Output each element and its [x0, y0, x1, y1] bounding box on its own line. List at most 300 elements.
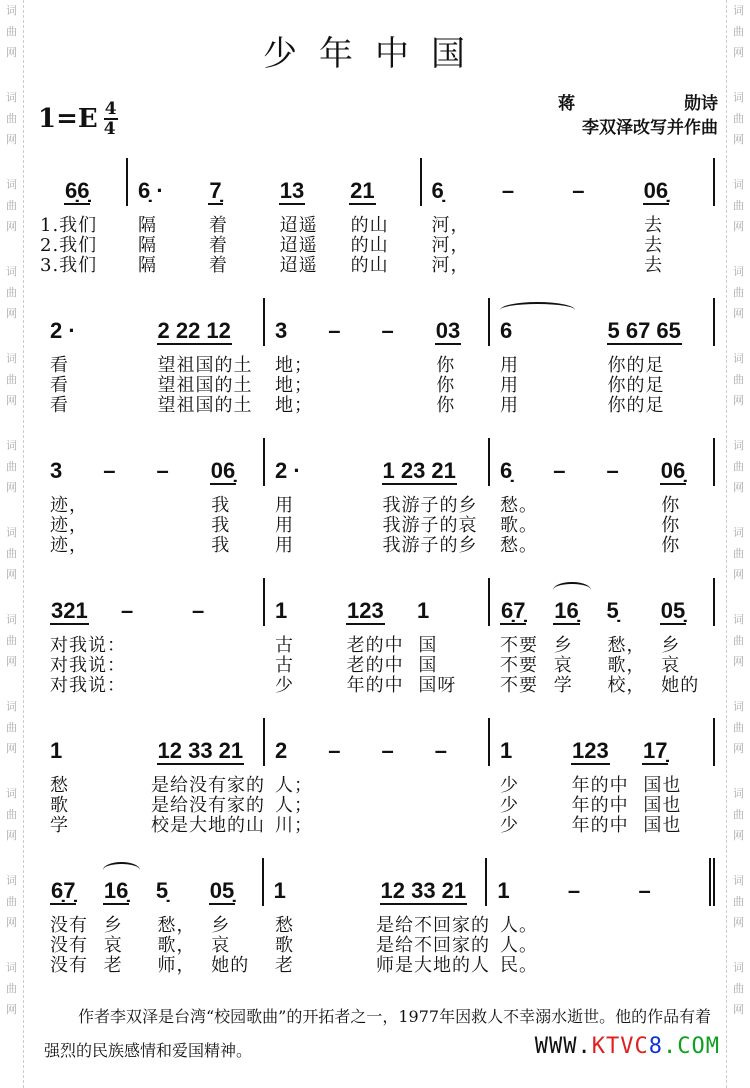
lyric-text	[643, 916, 715, 936]
watermark-char: 词	[6, 613, 17, 626]
lyric-text: 少	[275, 675, 294, 696]
lyric-text: 你	[661, 495, 681, 516]
lyric-text: 你的足	[607, 395, 665, 416]
score	[40, 162, 715, 1002]
note-text: 1	[275, 598, 288, 623]
lyric-measure	[40, 236, 128, 256]
watermark-char: 词	[6, 352, 17, 365]
lyric-text: 是给不回家的	[376, 935, 490, 956]
note-group	[643, 178, 713, 206]
watermark-char: 曲	[733, 895, 744, 908]
lyric-text	[572, 916, 644, 936]
lyric-measure	[265, 496, 490, 516]
lyric-text	[573, 256, 644, 276]
note-text: 16̣	[103, 878, 129, 903]
note-group	[553, 458, 606, 486]
note-group	[500, 598, 553, 626]
lyric-measure	[265, 676, 490, 696]
note-text: –	[121, 598, 134, 623]
watermark-left	[0, 0, 24, 1088]
measure	[265, 438, 490, 486]
watermark-char: 曲	[6, 895, 17, 908]
lyric-text	[573, 236, 644, 256]
measure	[40, 438, 265, 486]
lyric-line-verse-3	[40, 256, 715, 276]
lyric-text	[329, 796, 383, 816]
site-ktv: KTV	[591, 1034, 635, 1059]
watermark-char: 词	[733, 4, 744, 17]
note-text: –	[434, 738, 447, 763]
lyric-measure	[40, 956, 265, 976]
note-group	[274, 878, 380, 906]
music-system	[40, 302, 715, 442]
measure	[40, 718, 265, 766]
lyric-text: 河，	[431, 215, 470, 236]
music-system	[40, 162, 715, 302]
note-group	[275, 458, 382, 486]
lyric-measure	[265, 376, 490, 396]
watermark-char: 曲	[733, 25, 744, 38]
lyric-text: 去	[644, 255, 664, 276]
measure	[490, 578, 715, 626]
lyric-text: 愁	[275, 915, 294, 936]
lyric-measure	[422, 236, 716, 256]
watermark-char: 曲	[6, 721, 17, 734]
lyric-text: 你	[436, 395, 456, 416]
note-text: 2 ·	[50, 318, 76, 343]
lyric-measure	[40, 216, 128, 236]
lyric-text: 看	[50, 395, 69, 416]
note-text: 6̣ ·	[138, 178, 164, 203]
watermark-group	[733, 696, 744, 759]
lyric-text	[329, 376, 383, 396]
lyric-text: 国也	[643, 795, 682, 816]
notes-row	[40, 862, 715, 916]
lyric-text: 少	[500, 815, 519, 836]
lyric-measure	[490, 776, 715, 796]
lyric-text: 人。	[500, 935, 538, 956]
note-text: 5̣	[606, 598, 619, 623]
watermark-char: 网	[6, 394, 17, 407]
measure	[40, 858, 264, 906]
lyric-measure	[265, 776, 490, 796]
watermark-char: 词	[733, 613, 744, 626]
measure	[490, 298, 715, 346]
lyric-text: 年的中	[571, 775, 629, 796]
note-text: 6̣6̣	[65, 178, 90, 203]
watermark-char: 曲	[6, 982, 17, 995]
note-text: 6	[500, 318, 513, 343]
lyric-measure	[40, 516, 265, 536]
lyric-line-verse-1	[40, 776, 715, 796]
song-title: 少年中国	[263, 34, 487, 74]
watermark-group	[733, 870, 744, 933]
note-group	[660, 458, 713, 486]
lyric-measure	[40, 776, 265, 796]
key-label: 1=E	[38, 104, 98, 134]
lyric-measure	[40, 396, 265, 416]
lyric-measure	[490, 396, 715, 416]
note-group	[275, 598, 346, 626]
lyric-text	[104, 536, 158, 556]
note-text: –	[381, 738, 394, 763]
footnote: 作者李双泽是台湾“校园歌曲”的开拓者之一，1977年因救人不幸溺水逝世。他的作品有着强烈的民族感情和爱国精神。	[44, 1007, 712, 1060]
watermark-group	[6, 435, 17, 498]
lyric-text: 校，	[607, 675, 646, 696]
lyric-text	[126, 636, 196, 656]
lyric-text: 愁。	[500, 495, 538, 516]
note-group	[50, 878, 103, 906]
lyric-measure	[265, 796, 490, 816]
lyric-text	[573, 216, 644, 236]
note-text: 05̣	[209, 878, 235, 903]
watermark-group	[733, 261, 744, 324]
watermark-char: 网	[733, 916, 744, 929]
note-group	[64, 178, 126, 206]
lyric-text: 没有	[50, 915, 88, 936]
watermark-char: 网	[733, 46, 744, 59]
lyric-text	[502, 236, 573, 256]
note-group	[50, 458, 103, 486]
note-group	[349, 178, 419, 206]
lyric-text: 少	[500, 775, 519, 796]
lyric-text: 她的	[211, 955, 250, 976]
watermark-group	[6, 870, 17, 933]
lyric-text: 乡	[103, 915, 123, 936]
lyric-measure	[265, 396, 490, 416]
lyric-text: 迢遥	[279, 215, 318, 236]
lyric-text	[572, 936, 644, 956]
measure	[490, 438, 715, 486]
lyric-text: 不要	[500, 635, 538, 656]
note-group	[328, 318, 381, 346]
lyric-measure	[490, 956, 715, 976]
note-text: 5̣	[155, 878, 169, 903]
note-group	[568, 878, 639, 906]
lyric-text	[158, 536, 212, 556]
lyric-text: 歌。	[500, 515, 538, 536]
lyric-text: 国也	[643, 815, 682, 836]
note-text: 2 ·	[275, 458, 301, 483]
lyric-text: 的山	[350, 215, 389, 236]
lyric-measure	[490, 536, 715, 556]
lyric-text: 学	[553, 675, 573, 696]
lyric-text: 迹，	[50, 515, 88, 536]
lyric-text: 年的中	[571, 795, 629, 816]
watermark-char: 曲	[6, 286, 17, 299]
lyric-text: 望祖国的土	[157, 395, 253, 416]
lyric-text	[196, 636, 266, 656]
note-text: 13	[279, 178, 305, 203]
lyric-text: 隔	[138, 235, 157, 256]
lyric-text: 你	[436, 375, 456, 396]
poet-surname: 蒋	[558, 94, 575, 114]
note-text: 6̣	[500, 458, 513, 483]
lyric-text: 国也	[643, 775, 682, 796]
lyric-text: 年的中	[346, 675, 404, 696]
watermark-char: 网	[733, 655, 744, 668]
lyric-measure	[128, 236, 422, 256]
lyric-measure	[128, 216, 422, 236]
lyric-line-verse-3	[40, 956, 715, 976]
site-www: WWW.	[534, 1034, 592, 1059]
lyric-text: 对我说：	[50, 635, 126, 656]
lyric-measure	[265, 956, 490, 976]
note-group	[275, 738, 328, 766]
note-text: 7̣	[209, 178, 222, 203]
lyric-text: 着	[208, 255, 228, 276]
lyric-text: 老的中	[346, 635, 404, 656]
watermark-char: 网	[6, 133, 17, 146]
lyric-text: 歌，	[157, 935, 196, 956]
lyric-text: 师，	[157, 955, 196, 976]
watermark-group	[6, 957, 17, 1020]
note-text: –	[328, 318, 341, 343]
lyric-text: 迢遥	[279, 255, 318, 276]
lyric-measure	[265, 816, 490, 836]
lyric-text: 川；	[275, 815, 313, 836]
watermark-group	[733, 87, 744, 150]
lyric-text	[608, 516, 662, 536]
lyric-measure	[265, 656, 490, 676]
lyric-line-verse-2	[40, 796, 715, 816]
lyric-text: 哀	[211, 935, 231, 956]
lyric-text	[126, 656, 196, 676]
lyric-measure	[490, 656, 715, 676]
lyric-text: 愁，	[607, 635, 646, 656]
lyric-text: 用	[275, 535, 294, 556]
lyric-text: 你的足	[607, 355, 665, 376]
note-text: 12 33 21	[380, 878, 467, 903]
lyric-text	[383, 356, 437, 376]
lyric-measure	[490, 376, 715, 396]
note-group	[553, 598, 606, 626]
note-text: –	[567, 878, 581, 903]
lyric-text	[383, 776, 437, 796]
site-logo	[535, 1034, 720, 1059]
watermark-char: 网	[733, 481, 744, 494]
note-group	[417, 598, 488, 626]
note-text: 05̣	[660, 598, 686, 623]
lyric-text: 人；	[275, 775, 313, 796]
watermark-group	[6, 174, 17, 237]
lyric-text	[196, 656, 266, 676]
note-text: 17̣	[643, 738, 668, 763]
note-group	[382, 738, 435, 766]
note-text: 123	[572, 738, 609, 763]
lyric-text: 老的中	[346, 655, 404, 676]
note-text: –	[638, 878, 651, 903]
lyric-text: 的山	[350, 235, 389, 256]
note-text: 1	[497, 878, 510, 903]
watermark-char: 词	[6, 787, 17, 800]
time-top: 4	[104, 99, 117, 119]
lyric-text: 是给没有家的	[151, 775, 265, 796]
note-group	[382, 318, 435, 346]
note-text: 3	[50, 458, 63, 483]
notes-row	[40, 162, 715, 216]
lyric-text: 民。	[500, 955, 538, 976]
note-group	[572, 178, 642, 206]
lyric-text: 哀	[661, 655, 681, 676]
note-text: 321	[51, 598, 88, 623]
watermark-char: 网	[6, 1003, 17, 1016]
note-group	[638, 878, 709, 906]
watermark-char: 网	[733, 742, 744, 755]
watermark-group	[6, 522, 17, 585]
lyric-text: 隔	[138, 255, 157, 276]
lyric-text	[383, 376, 437, 396]
lyric-text: 对我说：	[50, 675, 126, 696]
lyric-text	[436, 816, 490, 836]
watermark-char: 曲	[733, 634, 744, 647]
time-signature	[104, 100, 118, 138]
lyric-text: 是给没有家的	[151, 795, 265, 816]
lyric-measure	[422, 256, 716, 276]
watermark-char: 网	[6, 481, 17, 494]
watermark-char: 网	[733, 307, 744, 320]
lyric-text: 古	[275, 635, 294, 656]
lyric-text: 地；	[275, 375, 313, 396]
composer: 李双泽改写并作曲	[582, 118, 718, 138]
note-group	[607, 598, 660, 626]
note-text: –	[192, 598, 205, 623]
lyric-line-verse-2	[40, 936, 715, 956]
measure	[128, 158, 422, 206]
measure	[265, 578, 490, 626]
lyric-text: 用	[500, 375, 519, 396]
note-group	[435, 318, 488, 346]
lyric-text	[158, 516, 212, 536]
watermark-char: 网	[733, 568, 744, 581]
watermark-group	[733, 174, 744, 237]
watermark-char: 曲	[6, 808, 17, 821]
lyric-text	[329, 396, 383, 416]
lyric-text: 乡	[553, 635, 573, 656]
lyric-text: 学	[50, 815, 69, 836]
watermark-char: 网	[6, 568, 17, 581]
lyric-text: 校是大地的山	[151, 815, 265, 836]
lyric-text: 我	[211, 495, 231, 516]
lyric-measure	[40, 916, 265, 936]
lyric-text: 去	[644, 235, 664, 256]
watermark-group	[733, 522, 744, 585]
music-system	[40, 442, 715, 582]
lyric-text: 她的	[661, 675, 700, 696]
watermark-char: 词	[6, 961, 17, 974]
lyric-text: 用	[500, 355, 519, 376]
lyric-text	[643, 956, 715, 976]
note-text: 6̣	[431, 178, 444, 203]
lyric-line-verse-3	[40, 536, 715, 556]
note-text: 1	[500, 738, 513, 763]
measure	[40, 158, 128, 206]
note-text: –	[501, 178, 515, 203]
note-group	[103, 878, 156, 906]
note-group	[50, 598, 121, 626]
lyric-text	[329, 816, 383, 836]
measure	[487, 858, 715, 906]
note-text: –	[553, 458, 566, 483]
note-group	[210, 458, 263, 486]
note-text: 21	[350, 178, 375, 203]
note-group	[500, 738, 571, 766]
watermark-char: 网	[6, 916, 17, 929]
watermark-char: 网	[6, 46, 17, 59]
lyric-text: 着	[208, 235, 228, 256]
lyric-line-verse-2	[40, 236, 715, 256]
measure	[490, 718, 715, 766]
note-group	[208, 178, 278, 206]
lyric-text: 歌	[50, 795, 69, 816]
watermark-char: 网	[733, 829, 744, 842]
lyric-text: 国	[418, 655, 438, 676]
lyric-line-verse-2	[40, 516, 715, 536]
measure	[40, 578, 265, 626]
watermark-group	[733, 609, 744, 672]
lyric-text: 哀	[553, 655, 573, 676]
lyric-text: 你	[436, 355, 456, 376]
lyric-line-verse-1	[40, 356, 715, 376]
lyric-text	[126, 676, 196, 696]
watermark-char: 词	[6, 265, 17, 278]
watermark-char: 网	[6, 829, 17, 842]
lyric-text: 3.我们	[40, 255, 98, 276]
watermark-char: 词	[733, 178, 744, 191]
watermark-char: 曲	[6, 634, 17, 647]
watermark-char: 词	[6, 178, 17, 191]
lyric-text: 望祖国的土	[157, 355, 253, 376]
watermark-char: 词	[733, 961, 744, 974]
lyric-text: 我游子的哀	[382, 515, 478, 536]
note-group	[157, 738, 264, 766]
lyric-text	[329, 776, 383, 796]
watermark-char: 网	[733, 133, 744, 146]
lyric-line-verse-3	[40, 816, 715, 836]
lyric-text	[383, 796, 437, 816]
note-group	[50, 738, 157, 766]
watermark-group	[733, 957, 744, 1020]
note-text: 6̣7̣	[51, 878, 76, 903]
note-text: 6̣7̣	[501, 598, 526, 623]
watermark-char: 曲	[733, 112, 744, 125]
lyric-text	[502, 216, 573, 236]
note-group	[121, 598, 192, 626]
lyric-text	[572, 956, 644, 976]
watermark-char: 网	[6, 307, 17, 320]
lyric-text	[329, 356, 383, 376]
notes-row	[40, 582, 715, 636]
lyric-text: 不要	[500, 675, 538, 696]
lyric-text: 是给不回家的	[376, 915, 490, 936]
note-group	[138, 178, 208, 206]
watermark-char: 词	[6, 874, 17, 887]
lyric-measure	[40, 256, 128, 276]
lyric-measure	[265, 916, 490, 936]
note-text: 16̣	[554, 598, 579, 623]
lyric-line-verse-1	[40, 916, 715, 936]
note-text: 1	[50, 738, 63, 763]
watermark-group	[6, 696, 17, 759]
note-text: 06̣	[660, 458, 686, 483]
note-text: 3	[275, 318, 288, 343]
note-text: –	[572, 178, 585, 203]
lyric-text: 地；	[275, 395, 313, 416]
watermark-char: 词	[733, 439, 744, 452]
music-system	[40, 862, 715, 1002]
lyric-line-verse-3	[40, 676, 715, 696]
watermark-char: 网	[6, 742, 17, 755]
